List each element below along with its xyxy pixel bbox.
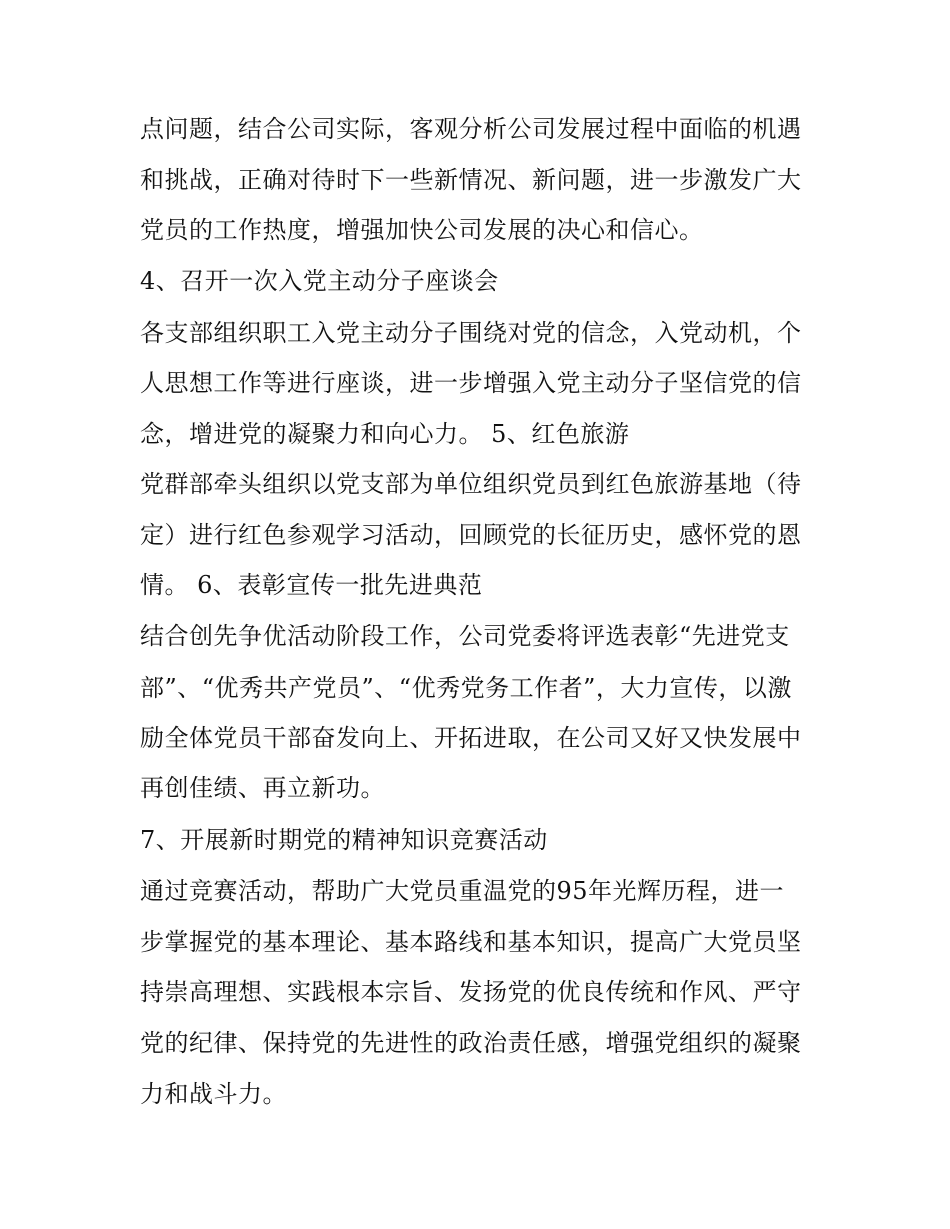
text-line: 党员的工作热度，增强加快公司发展的决心和信心。 [140, 216, 704, 244]
text-line: 励全体党员干部奋发向上、开拓进取，在公司又好又快发展中 [140, 724, 802, 752]
text-line: 点问题，结合公司实际，客观分析公司发展过程中面临的机遇 [140, 115, 802, 143]
text-line: 人思想工作等进行座谈，进一步增强入党主动分子坚信党的信 [140, 369, 802, 397]
text-line: 念，增进党的凝聚力和向心力。 5、红色旅游 [140, 420, 630, 448]
text-line: 情。 6、表彰宣传一批先进典范 [140, 571, 483, 599]
text-line: 各支部组织职工入党主动分子围绕对党的信念，入党动机，个 [140, 319, 802, 347]
text-line: 再创佳绩、再立新功。 [140, 774, 385, 802]
text-line: 党群部牵头组织以党支部为单位组织党员到红色旅游基地（待 [140, 470, 802, 498]
section-heading: 7、开展新时期党的精神知识竞赛活动 [140, 826, 548, 854]
text-line: 和挑战，正确对待时下一些新情况、新问题，进一步激发广大 [140, 166, 802, 194]
text-line: 定）进行红色参观学习活动，回顾党的长征历史，感怀党的恩 [140, 521, 802, 549]
text-line: 部”、“优秀共产党员”、“优秀党务工作者”，大力宣传，以激 [140, 674, 792, 702]
text-line: 持崇高理想、实践根本宗旨、发扬党的优良传统和作风、严守 [140, 978, 802, 1006]
section-heading: 4、召开一次入党主动分子座谈会 [140, 267, 499, 295]
text-line: 结合创先争优活动阶段工作，公司党委将评选表彰“先进党支 [140, 622, 790, 650]
text-line: 力和战斗力。 [140, 1080, 287, 1108]
text-line: 步掌握党的基本理论、基本路线和基本知识，提高广大党员坚 [140, 928, 802, 956]
text-line: 通过竞赛活动，帮助广大党员重温党的95年光辉历程，进一 [140, 877, 785, 905]
text-line: 党的纪律、保持党的先进性的政治责任感，增强党组织的凝聚 [140, 1029, 802, 1057]
